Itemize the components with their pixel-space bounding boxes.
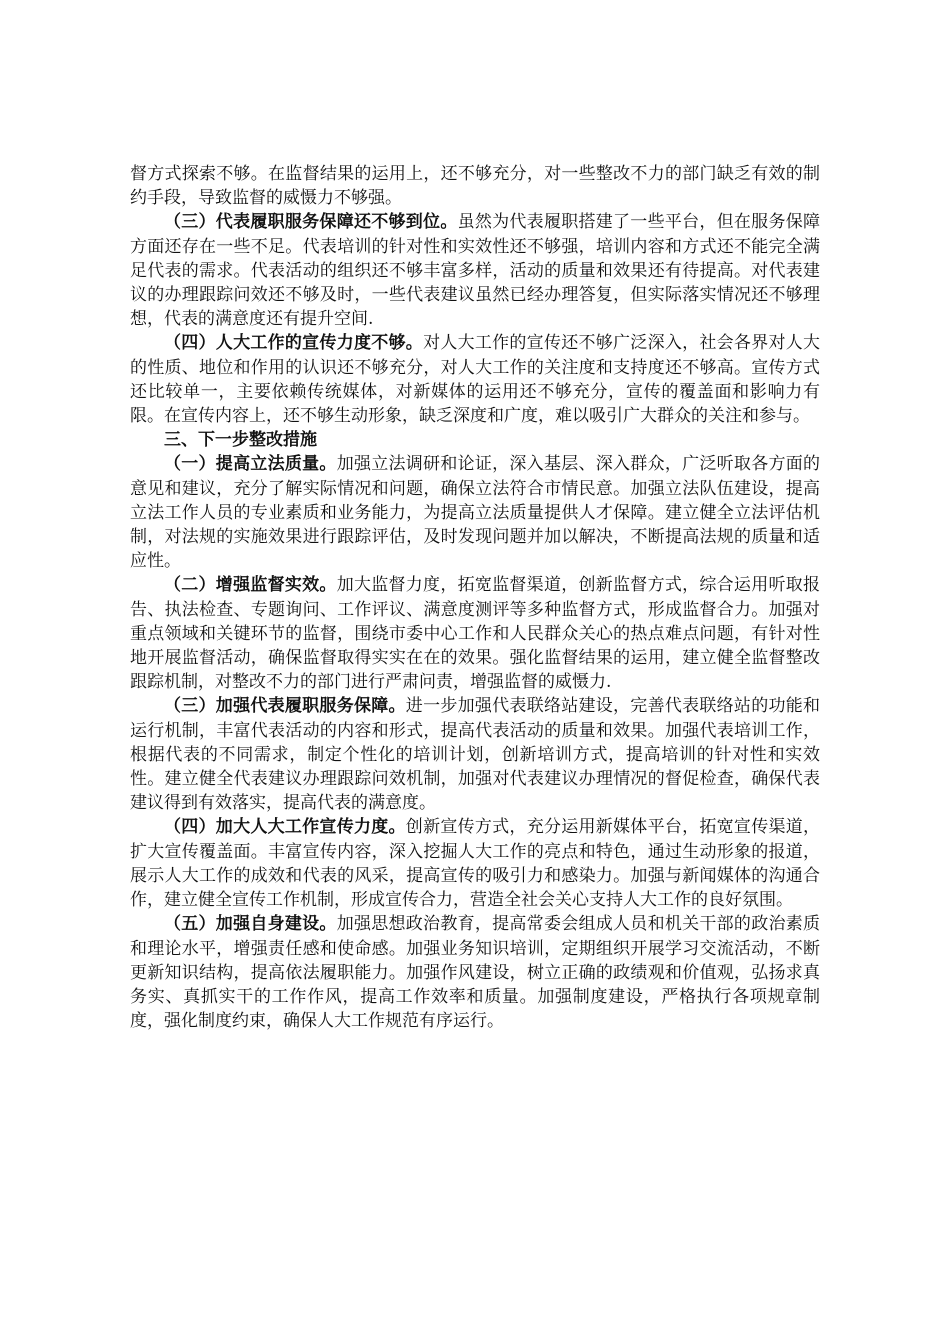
paragraph-text: 创新宣传方式，充分运用新媒体平台，拓宽宣传渠道，扩大宣传覆盖面。丰富宣传内容，深入挖掘人大工作的亮点和特色，通过生动形象的报道，展示人大工作的成效和代表的风采，提高宣传的吸引力和感染力。加强与新闻媒体的沟通合作，建立健全宣传工作机制，形成宣传合力，营造全社会关心支持人大工作的良好氛围。 <box>130 817 821 911</box>
section-heading: 三、下一步整改措施 <box>164 430 317 451</box>
paragraph-text: 加强立法调研和论证，深入基层、深入群众，广泛听取各方面的意见和建议，充分了解实际情况和问题，确保立法符合市情民意。加强立法队伍建设，提高立法工作人员的专业素质和业务能力，为提高立法质量提供人才保障。建立健全立法评估机制，对法规的实施效果进行跟踪评估，及时发现问题并加以解决，不断提高法规的质量和适应性。 <box>130 454 820 572</box>
paragraph-problem-4 <box>130 331 820 428</box>
paragraph-lead: （一）提高立法质量。 <box>164 454 337 475</box>
paragraph-text: 督方式探索不够。在监督结果的运用上，还不够充分，对一些整改不力的部门缺乏有效的制约手段，导致监督的威慑力不够强。 <box>130 164 820 209</box>
paragraph-lead: （三）代表履职服务保障还不够到位。 <box>164 212 458 233</box>
paragraph-measure-4 <box>130 815 820 912</box>
paragraph-lead: （二）增强监督实效。 <box>164 575 337 596</box>
paragraph-continuation <box>130 162 820 210</box>
paragraph-lead: （三）加强代表履职服务保障。 <box>164 696 406 717</box>
paragraph-text: 进一步加强代表联络站建设，完善代表联络站的功能和运行机制，丰富代表活动的内容和形式，提高代表活动的质量和效果。加强代表培训工作，根据代表的不同需求，制定个性化的培训计划，创新培训方式，提高培训的针对性和实效性。建立健全代表建议办理跟踪问效机制，加强对代表建议办理情况的督促检查，确保代表建议得到有效落实，提高代表的满意度。 <box>130 696 821 814</box>
paragraph-lead: （四）人大工作的宣传力度不够。 <box>164 333 424 354</box>
document-body <box>130 162 820 1033</box>
paragraph-lead: （四）加大人大工作宣传力度。 <box>164 817 406 838</box>
paragraph-lead: （五）加强自身建设。 <box>164 914 337 935</box>
paragraph-problem-3 <box>130 210 820 331</box>
paragraph-measure-2 <box>130 573 820 694</box>
paragraph-text: 对人大工作的宣传还不够广泛深入，社会各界对人大的性质、地位和作用的认识还不够充分，对人大工作的关注度和支持度还不够高。宣传方式还比较单一，主要依赖传统媒体，对新媒体的运用还不够充分，宣传的覆盖面和影响力有限。在宣传内容上，还不够生动形象，缺乏深度和广度，难以吸引广大群众的关注和参与。 <box>130 333 821 427</box>
paragraph-text: 虽然为代表履职搭建了一些平台，但在服务保障方面还存在一些不足。代表培训的针对性和实效性还不够强，培训内容和方式还不能完全满足代表的需求。代表活动的组织还不够丰富多样，活动的质量和效果还有待提高。对代表建议的办理跟踪问效还不够及时，一些代表建议虽然已经办理答复，但实际落实情况还不够理想，代表的满意度还有提升空间. <box>130 212 820 330</box>
paragraph-measure-3 <box>130 694 820 815</box>
paragraph-measure-5 <box>130 912 820 1033</box>
paragraph-text: 加强思想政治教育，提高常委会组成人员和机关干部的政治素质和理论水平，增强责任感和使命感。加强业务知识培训，定期组织开展学习交流活动，不断更新知识结构，提高依法履职能力。加强作风建设，树立正确的政绩观和价值观，弘扬求真务实、真抓实干的工作作风，提高工作效率和质量。加强制度建设，严格执行各项规章制度，强化制度约束，确保人大工作规范有序运行。 <box>130 914 820 1032</box>
paragraph-text: 加大监督力度，拓宽监督渠道，创新监督方式，综合运用听取报告、执法检查、专题询问、工作评议、满意度测评等多种监督方式，形成监督合力。加强对重点领域和关键环节的监督，围绕市委中心工作和人民群众关心的热点难点问题，有针对性地开展监督活动，确保监督取得实实在在的效果。强化监督结果的运用，建立健全监督整改跟踪机制，对整改不力的部门进行严肃问责，增强监督的威慑力. <box>130 575 820 693</box>
paragraph-measure-1 <box>130 452 820 573</box>
